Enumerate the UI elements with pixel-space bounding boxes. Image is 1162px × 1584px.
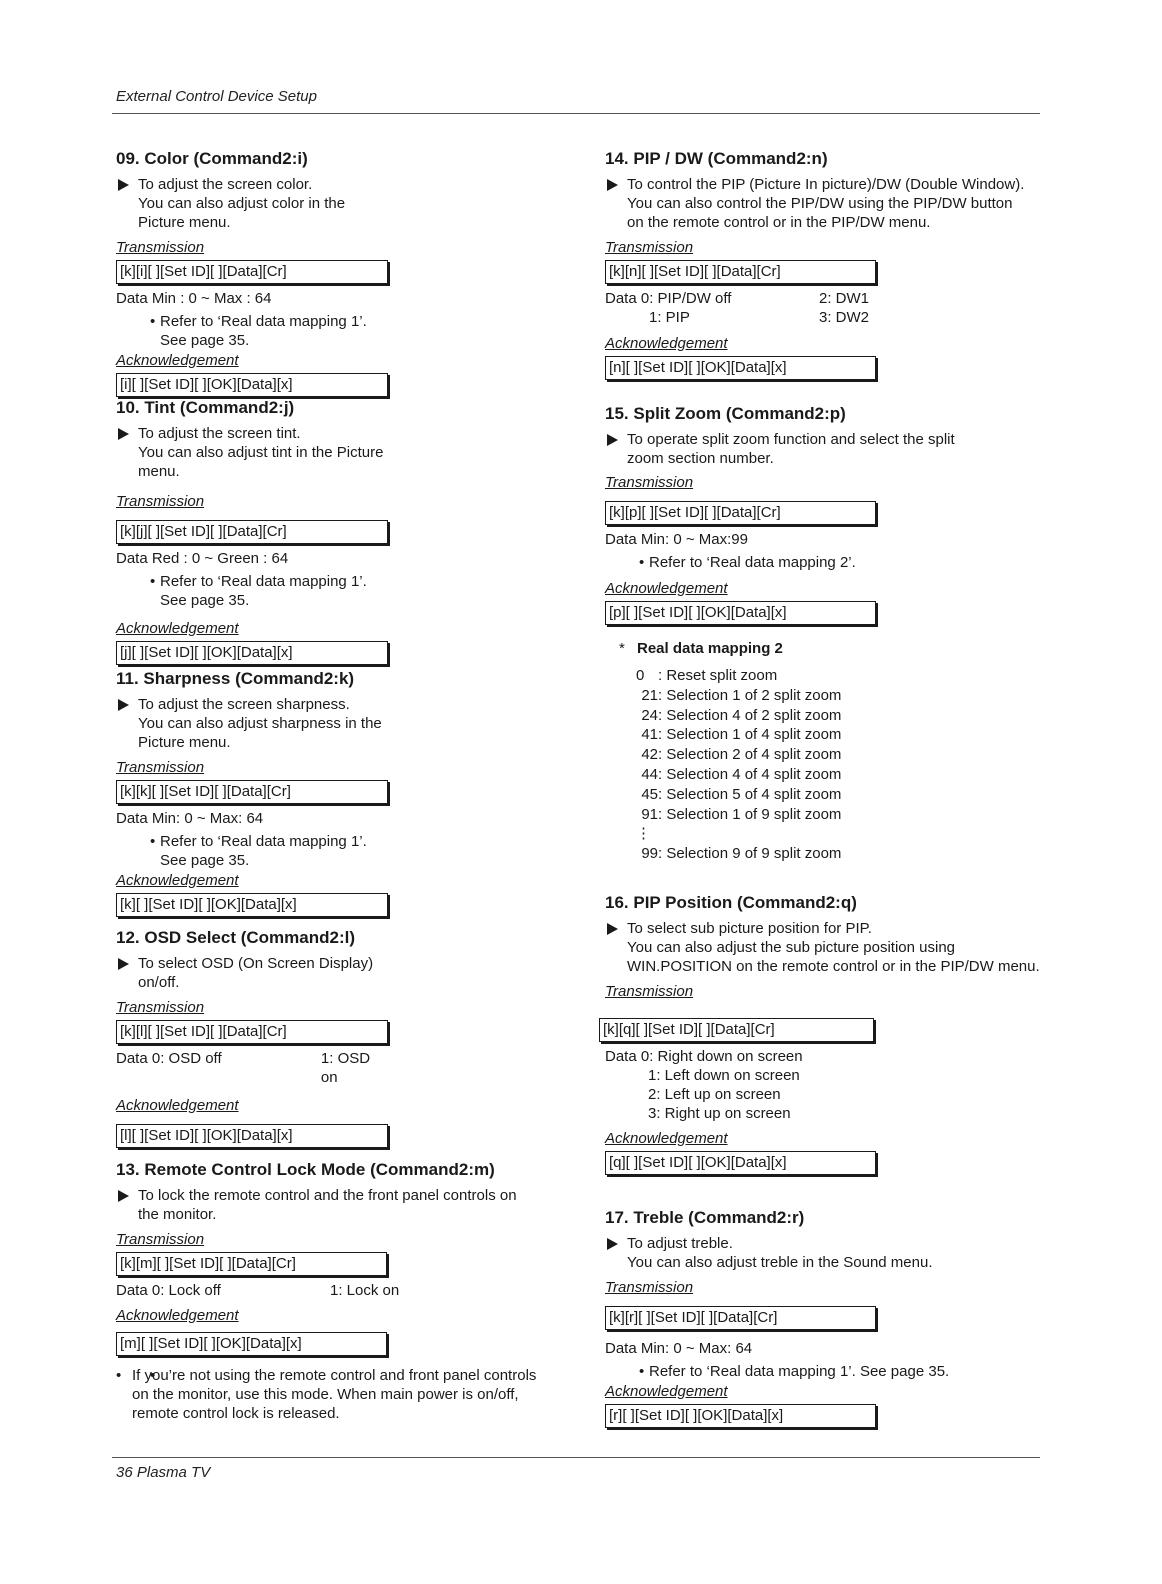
description: To adjust the screen sharpness. xyxy=(116,695,388,714)
data-option: 1: Lock on xyxy=(330,1282,400,1299)
data-range: Data Min: 0 ~ Max: 64 xyxy=(605,1340,753,1357)
acknowledgement-label: Acknowledgement xyxy=(116,872,239,889)
description: To adjust treble. xyxy=(605,1234,1045,1253)
data-range: Data Red : 0 ~ Green : 64 xyxy=(116,550,289,567)
mapping-code: 45 xyxy=(641,785,658,803)
mapping-code: 99 xyxy=(641,845,658,863)
description: To adjust the screen color. xyxy=(116,175,388,194)
mapping-desc: : Selection 1 of 4 split zoom xyxy=(658,726,842,744)
mapping-row xyxy=(636,706,1045,726)
triangle-bullet-icon xyxy=(607,1238,618,1250)
transmission-label: Transmission xyxy=(605,983,694,1000)
triangle-bullet-icon xyxy=(607,179,618,191)
acknowledgement-label: Acknowledgement xyxy=(605,1130,728,1147)
mapping-row xyxy=(636,745,1045,765)
data-option: Data 0: Lock off xyxy=(116,1282,221,1299)
acknowledgement-label: Acknowledgement xyxy=(605,1383,728,1400)
data-options xyxy=(116,1281,566,1300)
mapping-code: 21 xyxy=(641,686,658,704)
acknowledgement-label: Acknowledgement xyxy=(116,1097,239,1114)
note: • Refer to ‘Real data mapping 1’. See page 35. xyxy=(605,1362,1045,1381)
transmission-label: Transmission xyxy=(116,999,205,1016)
page-footer: 36 Plasma TV xyxy=(116,1464,211,1481)
transmission-label: Transmission xyxy=(116,1231,205,1248)
data-options xyxy=(116,1049,388,1087)
mapping-desc: : Selection 4 of 2 split zoom xyxy=(658,706,842,724)
section-heading: 17. Treble (Command2:r) xyxy=(605,1208,805,1227)
mapping-desc: : Selection 9 of 9 split zoom xyxy=(658,845,842,863)
data-range: Data Min: 0 ~ Max: 64 xyxy=(116,810,264,827)
note: • Refer to ‘Real data mapping 1’. See page 35. xyxy=(116,312,388,350)
acknowledgement-label: Acknowledgement xyxy=(605,580,728,597)
triangle-bullet-icon xyxy=(118,1190,129,1202)
transmission-command-box: [k][p][ ][Set ID][ ][Data][Cr] xyxy=(605,501,876,525)
acknowledgement-command-box: [r][ ][Set ID][ ][OK][Data][x] xyxy=(605,1404,876,1428)
mapping-row xyxy=(636,666,1045,686)
mapping-desc: : Selection 5 of 4 split zoom xyxy=(658,785,842,803)
description: To select OSD (On Screen Display) on/off. xyxy=(116,954,388,992)
section-15-split-zoom xyxy=(605,403,1045,864)
acknowledgement-command-box: [l][ ][Set ID][ ][OK][Data][x] xyxy=(116,1124,388,1148)
description: You can also adjust tint in the Picture menu. xyxy=(138,444,384,480)
description: You can also control the PIP/DW using the PIP/DW button xyxy=(627,195,1013,212)
transmission-label: Transmission xyxy=(605,1279,694,1296)
acknowledgement-command-box: [i][ ][Set ID][ ][OK][Data][x] xyxy=(116,373,388,397)
section-heading: 13. Remote Control Lock Mode (Command2:m) xyxy=(116,1160,495,1179)
note: • Refer to ‘Real data mapping 1’. See page 35. xyxy=(116,832,388,870)
acknowledgement-label: Acknowledgement xyxy=(116,1307,239,1324)
transmission-label: Transmission xyxy=(116,239,205,256)
description: To lock the remote control and the front panel controls on xyxy=(116,1186,566,1205)
triangle-bullet-icon xyxy=(118,958,129,970)
description: You can also adjust sharpness in the Picture menu. xyxy=(138,715,382,751)
section-heading: 14. PIP / DW (Command2:n) xyxy=(605,149,828,168)
data-option: 2: Left up on screen xyxy=(648,1086,781,1103)
mapping-desc: : Reset split zoom xyxy=(658,667,778,684)
data-option: Data 0: PIP/DW off xyxy=(605,290,732,307)
mapping-desc: : Selection 1 of 9 split zoom xyxy=(658,805,842,823)
acknowledgement-command-box: [p][ ][Set ID][ ][OK][Data][x] xyxy=(605,601,876,625)
description: To adjust the screen tint. xyxy=(116,424,388,443)
transmission-command-box: [k][m][ ][Set ID][ ][Data][Cr] xyxy=(116,1252,387,1276)
description: the monitor. xyxy=(138,1206,217,1223)
data-option: Data 0: Right down on screen xyxy=(605,1048,803,1065)
data-options xyxy=(605,308,1045,327)
mapping-code: 91 xyxy=(641,805,658,823)
triangle-bullet-icon xyxy=(118,179,129,191)
section-heading: 16. PIP Position (Command2:q) xyxy=(605,893,857,912)
acknowledgement-command-box: [q][ ][Set ID][ ][OK][Data][x] xyxy=(605,1151,876,1175)
section-11-sharpness xyxy=(116,668,388,922)
note: • Refer to ‘Real data mapping 1’. See page 35. xyxy=(116,572,388,610)
section-17-treble xyxy=(605,1207,1045,1433)
acknowledgement-command-box: [n][ ][Set ID][ ][OK][Data][x] xyxy=(605,356,876,380)
description: You can also adjust color in the Picture menu. xyxy=(138,195,346,231)
transmission-command-box: [k][k][ ][Set ID][ ][Data][Cr] xyxy=(116,780,388,804)
mapping-code: 41 xyxy=(641,726,658,744)
description: You can also adjust the sub picture position using xyxy=(627,939,956,956)
mapping-code: 44 xyxy=(641,765,658,783)
triangle-bullet-icon xyxy=(607,923,618,935)
acknowledgement-label: Acknowledgement xyxy=(605,335,728,352)
bullet-dot-icon: • • xyxy=(116,1367,122,1384)
acknowledgement-command-box: [m][ ][Set ID][ ][OK][Data][x] xyxy=(116,1332,387,1356)
description: To operate split zoom function and select the split xyxy=(605,430,1045,449)
triangle-bullet-icon xyxy=(118,428,129,440)
header-rule xyxy=(112,113,1040,114)
transmission-command-box: [k][r][ ][Set ID][ ][Data][Cr] xyxy=(605,1306,876,1330)
transmission-command-box: [k][i][ ][Set ID][ ][Data][Cr] xyxy=(116,260,388,284)
data-option: 2: DW1 xyxy=(819,290,870,307)
description: To select sub picture position for PIP. xyxy=(605,919,1045,938)
mapping-row xyxy=(636,785,1045,805)
mapping-row xyxy=(636,725,1045,745)
section-14-pip-dw xyxy=(605,148,1045,385)
mapping-row xyxy=(636,765,1045,785)
footer-rule xyxy=(112,1457,1040,1458)
acknowledgement-label: Acknowledgement xyxy=(116,620,239,637)
transmission-label: Transmission xyxy=(605,239,694,256)
data-options xyxy=(605,289,1045,308)
transmission-command-box: [k][j][ ][Set ID][ ][Data][Cr] xyxy=(116,520,388,544)
mapping-row xyxy=(636,686,1045,706)
section-heading: 12. OSD Select (Command2:l) xyxy=(116,928,356,947)
asterisk-icon: * xyxy=(619,640,625,657)
section-heading: 10. Tint (Command2:j) xyxy=(116,398,295,417)
mapping-desc: : Selection 2 of 4 split zoom xyxy=(658,746,842,764)
triangle-bullet-icon xyxy=(607,434,618,446)
mapping-code: 24 xyxy=(641,706,658,724)
description: WIN.POSITION on the remote control or in the PIP/DW menu. xyxy=(627,958,1040,975)
section-09-color xyxy=(116,148,388,402)
data-range: Data Min : 0 ~ Max : 64 xyxy=(116,290,272,307)
data-option: 1: OSD on xyxy=(320,1050,371,1086)
page-header-title: External Control Device Setup xyxy=(116,88,317,105)
description: zoom section number. xyxy=(627,450,774,467)
mapping-desc: : Selection 1 of 2 split zoom xyxy=(658,686,842,704)
mapping-list xyxy=(605,666,1045,824)
triangle-bullet-icon xyxy=(118,699,129,711)
mapping-title: * Real data mapping 2 xyxy=(619,640,783,657)
section-16-pip-position xyxy=(605,892,1045,1180)
section-13-remote-lock xyxy=(116,1159,566,1423)
acknowledgement-command-box: [k][ ][Set ID][ ][OK][Data][x] xyxy=(116,893,388,917)
section-heading: 09. Color (Command2:i) xyxy=(116,149,308,168)
mapping-desc: : Selection 4 of 4 split zoom xyxy=(658,765,842,783)
section-heading: 11. Sharpness (Command2:k) xyxy=(116,669,355,688)
transmission-label: Transmission xyxy=(116,493,205,510)
section-10-tint xyxy=(116,397,388,670)
mapping-ellipsis: ⋮ xyxy=(636,825,651,843)
data-option: 1: Left down on screen xyxy=(648,1067,800,1084)
description: on the remote control or in the PIP/DW menu. xyxy=(627,214,931,231)
mapping-row xyxy=(605,844,1045,864)
acknowledgement-command-box: [j][ ][Set ID][ ][OK][Data][x] xyxy=(116,641,388,665)
transmission-label: Transmission xyxy=(605,474,694,491)
note: • • If you’re not using the remote control and front panel controls on the monitor, use this mode. When main power is on/off, remote control lock is released. xyxy=(116,1366,566,1423)
acknowledgement-label: Acknowledgement xyxy=(116,352,239,369)
data-range: Data Min: 0 ~ Max:99 xyxy=(605,531,748,548)
description: To control the PIP (Picture In picture)/DW (Double Window). xyxy=(605,175,1045,194)
transmission-command-box: [k][n][ ][Set ID][ ][Data][Cr] xyxy=(605,260,876,284)
mapping-code: 0 xyxy=(636,667,645,684)
transmission-command-box: [k][q][ ][Set ID][ ][Data][Cr] xyxy=(599,1018,874,1042)
section-12-osd-select xyxy=(116,927,388,1153)
transmission-command-box: [k][l][ ][Set ID][ ][Data][Cr] xyxy=(116,1020,388,1044)
data-option: 1: PIP xyxy=(649,309,690,326)
mapping-code: 42 xyxy=(641,746,658,764)
transmission-label: Transmission xyxy=(116,759,205,776)
data-option: 3: DW2 xyxy=(819,309,870,326)
data-option: 3: Right up on screen xyxy=(648,1105,791,1122)
data-option: Data 0: OSD off xyxy=(116,1050,222,1067)
note: • Refer to ‘Real data mapping 2’. xyxy=(605,553,1045,572)
mapping-row xyxy=(636,805,1045,825)
description: You can also adjust treble in the Sound menu. xyxy=(627,1254,933,1271)
section-heading: 15. Split Zoom (Command2:p) xyxy=(605,404,846,423)
